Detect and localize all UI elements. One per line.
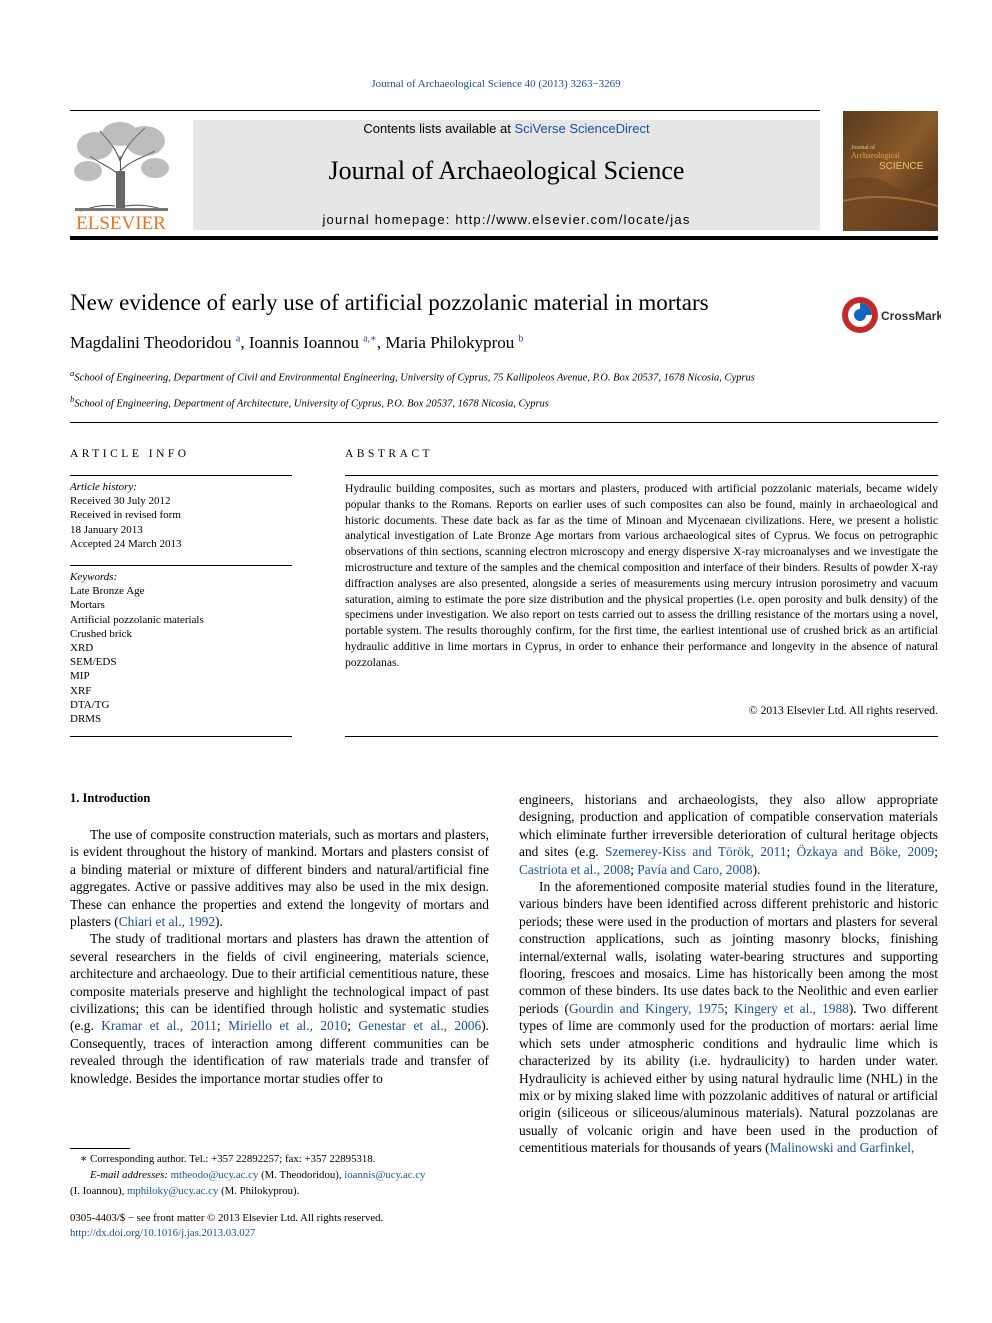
elsevier-logo [70, 116, 173, 232]
journal-homepage[interactable]: journal homepage: http://www.elsevier.com/locate/jas [322, 212, 691, 227]
email-link[interactable]: mtheodo@ucy.ac.cy [170, 1169, 259, 1181]
separator: ; [216, 1018, 229, 1034]
crossmark-badge[interactable] [841, 296, 941, 334]
citation-link[interactable]: Szemerey-Kiss and Török, 2011 [604, 844, 787, 860]
keyword-item: XRD [70, 642, 94, 655]
keywords-rule [70, 565, 292, 566]
header-thick-rule [70, 236, 938, 240]
affiliation-text: School of Engineering, Department of Architecture, University of Cyprus, P.O. Box 20537, 1678 Nicosia, Cyprus [74, 398, 549, 410]
citation-link[interactable]: Özkaya and Böke, 2009 [796, 844, 935, 860]
email-note-cont [70, 1183, 489, 1199]
doi-link[interactable]: http://dx.doi.org/10.1016/j.jas.2013.03.027 [70, 1227, 256, 1239]
email-link[interactable]: mphiloky@ucy.ac.cy [126, 1185, 219, 1197]
body-column-right [519, 791, 938, 1157]
keyword-item: SEM/EDS [70, 656, 117, 669]
history-item: Received in revised form [70, 509, 181, 522]
affiliation-label: b [70, 394, 75, 404]
keywords [70, 570, 292, 726]
paragraph-text: ). Two different types of lime are commonly used for the production of mortars: aerial lime which sets under atmospheric conditions and hydraulic lime which is characterized by its ability (i.e. hydraulicity) to harden under water. Hydraulicity is achieved either by using natural hydraulic lime (NHL) in the mix or by mixing slaked lime with pozzolanic additives of natural or artificial origin (siliceous or siliceous/aluminous materials). Natural pozzolanas are usually of volcanic origin and have been used in the production of cementitious materials for thousands of years ( [519, 1000, 938, 1156]
doi-line[interactable] [70, 1227, 255, 1239]
article-title: New evidence of early use of artificial pozzolanic material in mortars [70, 290, 709, 315]
author-affil-marker[interactable]: a [235, 333, 241, 345]
email-owner: (M. Theodoridou), [258, 1169, 345, 1181]
article-info-heading: ARTICLE INFO [70, 448, 190, 460]
history-item: 18 January 2013 [70, 523, 143, 536]
history-item: Received 30 July 2012 [70, 495, 171, 508]
sciencedirect-link[interactable]: SciVerse ScienceDirect [514, 121, 650, 136]
citation-link[interactable]: Kingery et al., 1988 [733, 1000, 849, 1016]
citation-link[interactable]: Pavía and Caro, 2008 [637, 861, 753, 877]
citation-link[interactable]: Castriota et al., 2008 [519, 861, 631, 877]
separator: ; [786, 844, 797, 860]
citation-link[interactable]: Genestar et al., 2006 [358, 1018, 482, 1034]
email-label: E-mail addresses: [90, 1169, 168, 1181]
cover-text-1: Journal of [851, 145, 876, 151]
author-name: Ioannis Ioannou [248, 333, 359, 352]
keyword-item: XRF [70, 684, 92, 697]
elsevier-wordmark: ELSEVIER [76, 213, 166, 232]
affiliation-label: a [70, 368, 75, 378]
citation-link[interactable]: Miriello et al., 2010 [228, 1018, 348, 1034]
citation-link[interactable]: Chiari et al., 1992 [118, 914, 216, 930]
paragraph-text: ). [752, 861, 761, 877]
paragraph-text: In the aforementioned composite material studies found in the literature, various binders have been identified across different prehistoric and historic periods; these were used in the production of mortars and plasters for several construction applications, such as jointing masonry blocks, finishing internal/external walls, isolating water-bearing structures and supporting flooring, frescoes and mosaics. Lime has historically been among the most common of these binders. Its use dates back to the Neolithic and even earlier periods ( [519, 879, 938, 1016]
email-owner: (I. Ioannou), [70, 1185, 127, 1197]
footnote-rule [70, 1148, 130, 1149]
article-info-rule [70, 475, 292, 476]
paragraph-text: The use of composite construction materials, such as mortars and plasters, is evident throughout the history of mankind. Mortars and plasters consist of a binding material or mixture of different binders and natural/artificial fine aggregates. Active or passive additives may also be used in the mix design. These can enhance the properties and extend the longevity of mortars and plasters ( [70, 827, 489, 930]
citation-link[interactable]: Kramar et al., 2011 [101, 1018, 217, 1034]
section-heading-introduction: 1. Introduction [70, 791, 151, 805]
author-name: Magdalini Theodoridou [70, 333, 232, 352]
history-item: Accepted 24 March 2013 [70, 537, 182, 550]
paragraph [70, 826, 489, 930]
paragraph-text: The study of traditional mortars and plasters has drawn the attention of several researchers in the fields of civil engineering, materials science, architecture and archaeology. Due to their artificial cementitious nature, these composite materials preserve and highlight the technological impact of past civilizations; this can be identified through holistic and systematic studies (e.g. [70, 931, 489, 1034]
paragraph [519, 878, 938, 1157]
abstract-text: Hydraulic building composites, such as mortars and plasters, produced with artificial pozzolanic materials, became widely popular thanks to the Romans. Reports on earlier uses of such composites can also be found, mainly in archaeological and historic documents. These date back as far as the time of Minoan and Mycenaean civilizations. Here, we present a holistic analytical investigation of Late Bronze Age mortars from various archaeological sites of Cyprus. We focus on petrographic observations of thin sections, scanning electron microscopy and energy dispersive X-ray microanalyses and we investigate the microstructure and texture of the samples and the chemical composition and interface of their binders. Results of powder X-ray diffraction analyses are also presented, alongside a series of measurements using mercury intrusion porosimetry and vacuum saturation, aiming to estimate the pore size distribution and the physical properties (i.e. open porosity and bulk density) of the specimens under investigation. We also report on tests carried out to assess the drilling resistance of the mortars using a novel, portable system. The results thoroughly confirm, for the first time, the earliest intentional use of crushed brick as an artificial hydraulic additive in lime mortars in Cyprus, in order to enhance their performance and longevity in the absence of natural pozzolanas. [345, 482, 938, 669]
journal-citation[interactable] [0, 78, 992, 90]
article-info-bottom-rule [70, 736, 292, 737]
footnotes [70, 1151, 489, 1199]
separator: ; [724, 1000, 734, 1016]
affiliation-text: School of Engineering, Department of Civil and Environmental Engineering, University of Cyprus, 75 Kallipoleos Avenue, P.O. Box 20537, 1678 Nicosia, Cyprus [74, 372, 755, 384]
keyword-item: Late Bronze Age [70, 585, 145, 598]
citation-link[interactable]: Journal of Archaeological Science 40 (2013) 3263−3269 [371, 78, 621, 90]
keyword-item: DTA/TG [70, 698, 110, 711]
journal-cover-image [843, 111, 938, 231]
citation-link[interactable]: Gourdin and Kingery, 1975 [568, 1000, 725, 1016]
paragraph [519, 791, 938, 878]
paragraph-text: ). [215, 914, 223, 930]
cover-text-3: SCIENCE [879, 161, 924, 172]
abstract-rule [345, 475, 938, 476]
author-affil-marker[interactable]: a,∗ [363, 333, 377, 345]
abstract-bottom-rule [345, 736, 938, 737]
history-label: Article history: [70, 481, 137, 493]
issn-line: 0305-4403/$ − see front matter © 2013 Elsevier Ltd. All rights reserved. [70, 1212, 384, 1224]
email-link[interactable]: ioannis@ucy.ac.cy [344, 1169, 426, 1181]
cover-text-2: Archaeological [851, 151, 900, 160]
body-column-left [70, 826, 489, 1087]
keywords-label: Keywords: [70, 571, 118, 583]
paragraph-text: ). Consequently, traces of interaction among different communities can be revealed through the identification of raw materials trade and transfer of knowledge. Besides the importance mortar studies offer to [70, 1018, 489, 1086]
affiliation-a [70, 366, 760, 386]
article-history [70, 480, 292, 551]
separator: ; [347, 1018, 359, 1034]
journal-title: Journal of Archaeological Science [328, 156, 685, 185]
author-name: Maria Philokyprou [385, 333, 515, 352]
section-rule [70, 422, 938, 423]
email-note [70, 1167, 489, 1183]
separator: ; [630, 861, 638, 877]
keyword-item: Mortars [70, 599, 105, 612]
keyword-item: MIP [70, 670, 90, 683]
author-list: Magdalini Theodoridou $^a$, Ioannis Ioannou $^{a,∗}$, Maria Philokyprou $^b$ [70, 333, 524, 352]
author-affil-marker[interactable]: b [518, 333, 524, 345]
keyword-item: Artificial pozzolanic materials [70, 613, 204, 626]
email-owner: (M. Philokyprou). [218, 1185, 300, 1197]
crossmark-label: CrossMark [881, 309, 941, 323]
contents-availability [193, 121, 820, 136]
header-rule [70, 110, 820, 111]
abstract-heading: ABSTRACT [345, 448, 434, 460]
affiliation-b [70, 394, 549, 410]
abstract-copyright: © 2013 Elsevier Ltd. All rights reserved. [748, 704, 938, 717]
citation-link[interactable]: Malinowski and Garfinkel, [769, 1140, 915, 1156]
corresponding-author-note: ∗ Corresponding author. Tel.: +357 22892257; fax: +357 22895318. [80, 1153, 376, 1165]
keyword-item: DRMS [70, 713, 102, 726]
keyword-item: Crushed brick [70, 627, 133, 640]
contents-prefix: Contents lists available at [363, 121, 515, 136]
paragraph-text: engineers, historians and archaeologists, they also allow appropriate designing, production and application of compatible conservation materials which eliminate further irreversible deterioration of cultural heritage objects and sites (e.g. [519, 792, 938, 860]
paragraph [70, 930, 489, 1087]
separator: ; [934, 844, 938, 860]
